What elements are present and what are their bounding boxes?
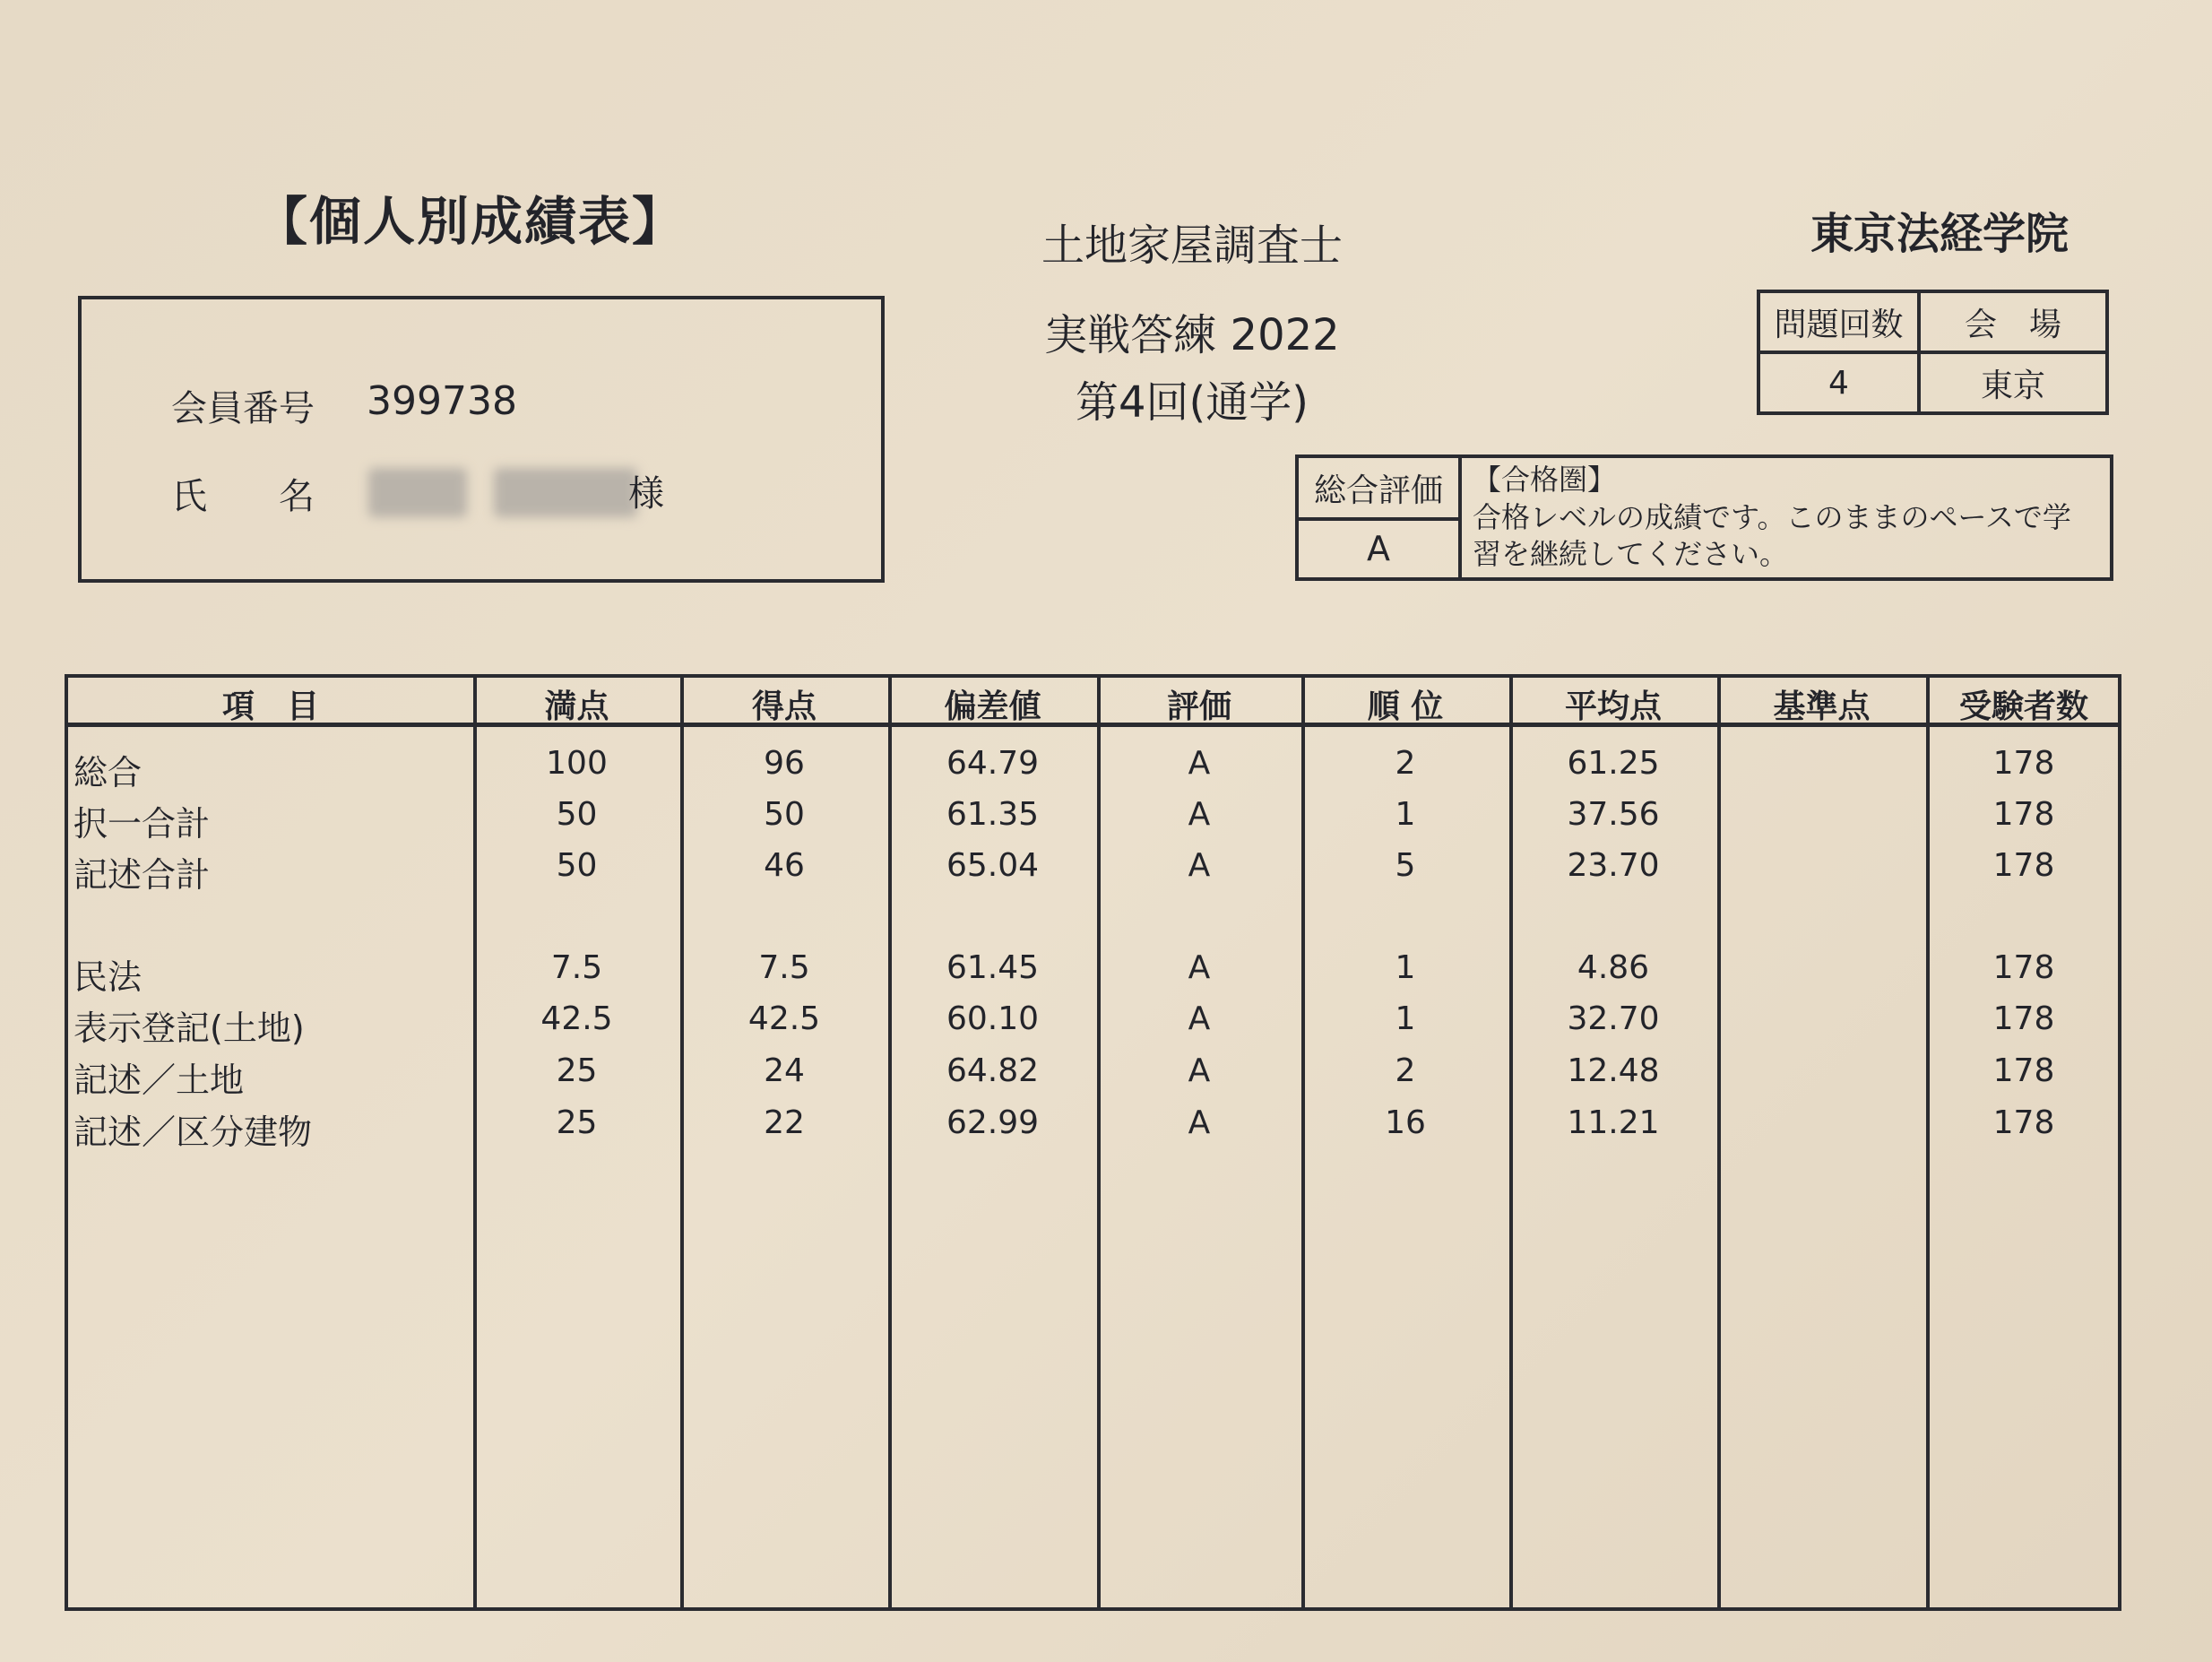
row-4-item: 表示登記(土地)	[73, 1008, 305, 1048]
row-5-deviation: 64.82	[946, 1052, 1040, 1089]
column-header-grade: 評価	[1166, 688, 1231, 725]
row-4-deviation: 60.10	[946, 1000, 1040, 1037]
row-4-rank: 1	[1395, 1000, 1416, 1037]
row-0-deviation: 64.79	[946, 745, 1040, 782]
column-header-rank: 順 位	[1367, 688, 1444, 725]
row-5-examinees: 178	[1992, 1052, 2055, 1089]
redacted-name	[368, 468, 467, 517]
row-0-rank: 2	[1395, 745, 1416, 782]
row-0-item: 総合	[73, 753, 143, 792]
row-0-max: 100	[546, 745, 608, 782]
row-4-grade: A	[1188, 1000, 1211, 1037]
header-venue: 会 場	[1919, 291, 2107, 352]
row-6-max: 25	[556, 1104, 598, 1141]
row-3-rank: 1	[1395, 949, 1416, 986]
session-name: 第4回(通学)	[1076, 377, 1309, 428]
column-header-item: 項 目	[221, 688, 319, 725]
row-1-rank: 1	[1395, 796, 1416, 833]
document-title: 【個人別成績表】	[255, 191, 687, 252]
row-3-grade: A	[1188, 949, 1211, 986]
row-5-grade: A	[1188, 1052, 1211, 1089]
row-1-score: 50	[764, 796, 805, 833]
row-6-score: 22	[764, 1104, 805, 1141]
row-2-examinees: 178	[1992, 847, 2055, 884]
row-3-max: 7.5	[550, 949, 603, 986]
row-4-score: 42.5	[747, 1000, 821, 1037]
row-3-item: 民法	[73, 957, 143, 997]
member-number-label: 会員番号	[171, 388, 315, 429]
row-5-average: 12.48	[1567, 1052, 1660, 1089]
results-table	[65, 674, 2121, 1611]
overall-comment-line1: 合格レベルの成績です。このままのペースで学	[1473, 499, 2071, 534]
row-5-score: 24	[764, 1052, 805, 1089]
overall-evaluation-table	[1295, 454, 2113, 581]
row-2-max: 50	[556, 847, 598, 884]
row-5-rank: 2	[1395, 1052, 1416, 1089]
row-4-examinees: 178	[1992, 1000, 2055, 1037]
row-6-examinees: 178	[1992, 1104, 2055, 1141]
honorific: 様	[628, 473, 664, 515]
name-label: 氏 名	[171, 476, 315, 517]
row-3-average: 4.86	[1577, 949, 1650, 986]
row-3-examinees: 178	[1992, 949, 2055, 986]
row-3-score: 7.5	[758, 949, 810, 986]
redacted-name	[494, 468, 637, 517]
row-2-rank: 5	[1395, 847, 1416, 884]
row-6-grade: A	[1188, 1104, 1211, 1141]
column-header-examinees: 受験者数	[1958, 688, 2088, 725]
row-6-deviation: 62.99	[946, 1104, 1040, 1141]
course-name: 実戦答練 2022	[1044, 310, 1340, 360]
header-question-round: 問題回数	[1758, 291, 1919, 352]
row-5-max: 25	[556, 1052, 598, 1089]
row-0-grade: A	[1188, 745, 1211, 782]
school-name: 東京法経学院	[1810, 209, 2069, 259]
column-divider	[1717, 678, 1721, 1607]
member-number: 399738	[367, 378, 517, 424]
row-2-average: 23.70	[1567, 847, 1660, 884]
row-0-score: 96	[764, 745, 805, 782]
column-header-max: 満点	[544, 688, 609, 725]
row-1-max: 50	[556, 796, 598, 833]
row-4-max: 42.5	[540, 1000, 613, 1037]
row-6-average: 11.21	[1567, 1104, 1660, 1141]
column-header-standard: 基準点	[1773, 688, 1871, 725]
row-1-deviation: 61.35	[946, 796, 1040, 833]
column-header-deviation: 偏差値	[944, 688, 1041, 725]
row-1-grade: A	[1188, 796, 1211, 833]
row-1-average: 37.56	[1567, 796, 1660, 833]
row-4-average: 32.70	[1567, 1000, 1660, 1037]
column-header-average: 平均点	[1564, 688, 1662, 725]
member-box	[78, 296, 885, 583]
overall-grade: A	[1297, 519, 1460, 579]
row-3-deviation: 61.45	[946, 949, 1040, 986]
row-2-grade: A	[1188, 847, 1211, 884]
overall-label: 総合評価	[1297, 456, 1460, 519]
overall-comment-line2: 習を継続してください。	[1473, 537, 1789, 572]
row-1-item: 択一合計	[73, 804, 211, 844]
row-6-rank: 16	[1385, 1104, 1426, 1141]
row-2-item: 記述合計	[73, 855, 211, 895]
row-2-score: 46	[764, 847, 805, 884]
exam-name: 土地家屋調査士	[1041, 221, 1343, 271]
row-2-deviation: 65.04	[946, 847, 1040, 884]
exam-info-table	[1757, 290, 2109, 415]
row-1-examinees: 178	[1992, 796, 2055, 833]
row-0-examinees: 178	[1992, 745, 2055, 782]
row-0-average: 61.25	[1567, 745, 1660, 782]
column-header-score: 得点	[751, 688, 817, 725]
overall-comment-title: 【合格圏】	[1473, 463, 1617, 497]
venue: 東京	[1919, 352, 2107, 413]
row-6-item: 記述／区分建物	[73, 1112, 313, 1152]
row-5-item: 記述／土地	[73, 1060, 245, 1100]
question-round: 4	[1758, 352, 1919, 413]
